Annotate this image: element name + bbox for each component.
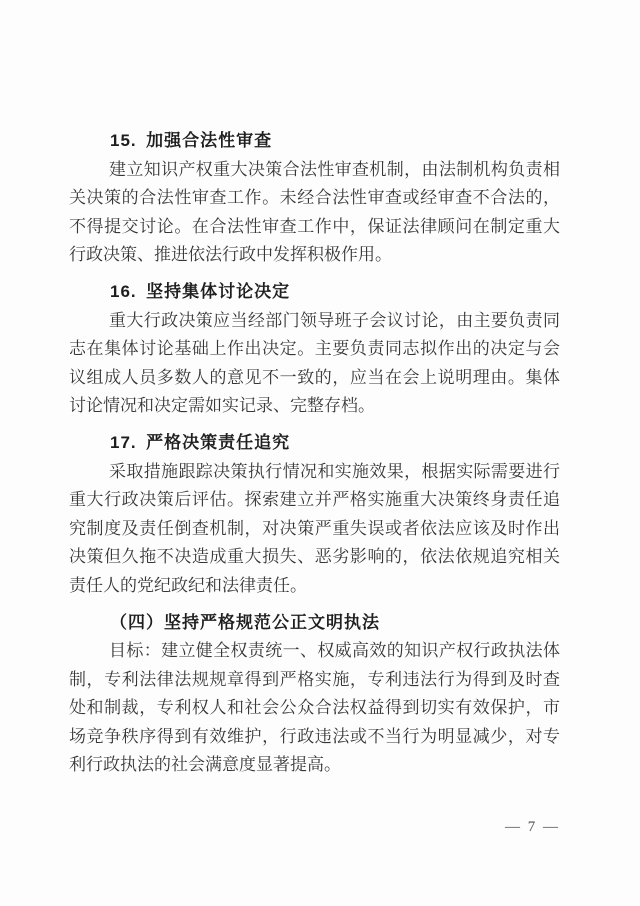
paragraph-line: 究制度及责任倒查机制，对决策严重失误或者依法应该及时作出	[69, 518, 560, 538]
section-heading-17: 17. 严格决策责任追究	[110, 432, 291, 452]
paragraph-line: 责任人的党纪政纪和法律责任。	[69, 575, 307, 595]
paragraph-line: 不得提交讨论。在合法性审查工作中，保证法律顾问在制定重大	[69, 216, 560, 236]
paragraph-line: 利行政执法的社会满意度显著提高。	[69, 755, 341, 775]
paragraph-line: 场竞争秩序得到有效维护，行政违法或不当行为明显减少，对专	[69, 726, 560, 746]
paragraph-line: 讨论情况和决定需如实记录、完整存档。	[69, 396, 375, 416]
paragraph-line: 建立知识产权重大决策合法性审查机制，由法制机构负责相	[109, 159, 560, 179]
paragraph-line: 重大行政决策后评估。探索建立并严格实施重大决策终身责任追	[69, 490, 560, 510]
paragraph-line: 行政决策、推进依法行政中发挥积极作用。	[69, 245, 392, 265]
paragraph-line: 采取措施跟踪决策执行情况和实施效果，根据实际需要进行	[109, 461, 560, 481]
paragraph-line: 关决策的合法性审查工作。未经合法性审查或经审查不合法的，	[69, 188, 560, 208]
page-number: — 7 —	[505, 819, 560, 835]
section-heading-16: 16. 坚持集体讨论决定	[110, 281, 291, 301]
paragraph-line: 志在集体讨论基础上作出决定。主要负责同志拟作出的决定与会	[69, 339, 560, 359]
paragraph-line: 重大行政决策应当经部门领导班子会议讨论，由主要负责同	[109, 310, 560, 330]
paragraph-line: 目标：建立健全权责统一、权威高效的知识产权行政执法体	[109, 641, 560, 661]
section-heading-4: （四）坚持严格规范公正文明执法	[110, 612, 380, 632]
section-heading-15: 15. 加强合法性审查	[110, 131, 273, 150]
paragraph-line: 制，专利法律法规规章得到严格实施，专利违法行为得到及时查	[69, 669, 560, 689]
paragraph-line: 决策但久拖不决造成重大损失、恶劣影响的，依法依规追究相关	[69, 547, 560, 567]
document-body	[69, 119, 560, 780]
paragraph-line: 议组成人员多数人的意见不一致的，应当在会上说明理由。集体	[69, 367, 560, 387]
paragraph-line: 处和制裁，专利权人和社会公众合法权益得到切实有效保护，市	[69, 698, 560, 718]
